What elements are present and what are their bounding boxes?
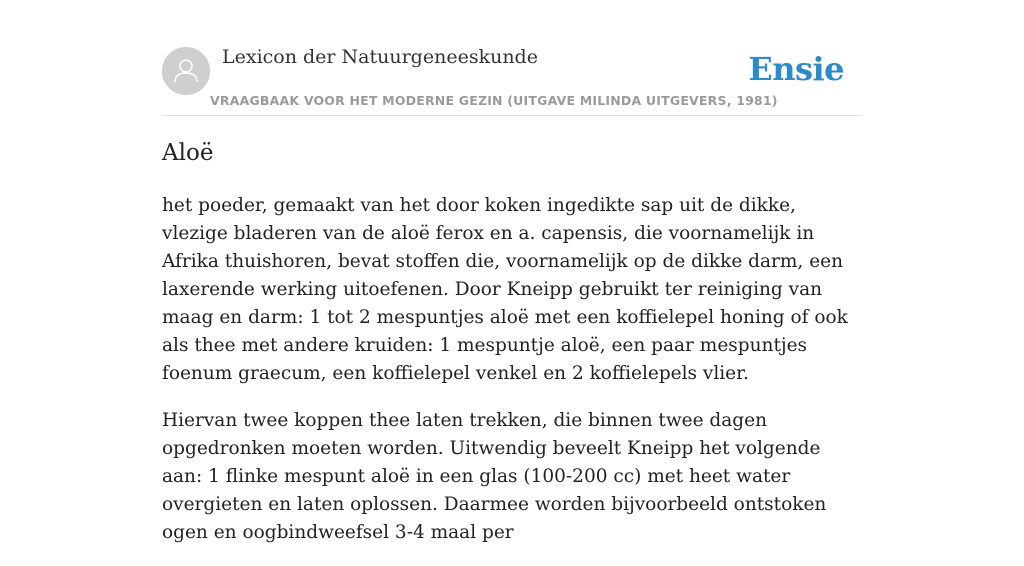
source-title-link[interactable]: Lexicon der Natuurgeneeskunde <box>222 46 538 68</box>
ensie-logo-link[interactable]: Ensie <box>748 50 844 88</box>
user-placeholder-icon[interactable] <box>162 47 210 95</box>
page-container <box>162 0 862 543</box>
entry-body <box>162 192 862 566</box>
entry-title: Aloë <box>162 140 214 166</box>
source-subtitle: VRAAGBAAK VOOR HET MODERNE GEZIN (UITGAVE MILINDA UITGEVERS, 1981) <box>210 93 778 108</box>
source-header <box>162 0 862 116</box>
entry-paragraph: Hiervan twee koppen thee laten trekken, die binnen twee dagen opgedronken moeten worden. Uitwendig beveelt Kneipp het volgende aan: 1 flinke mespunt aloë in een glas (100-200 cc) met heet water overgieten en laten oplossen. Daarmee worden bijvoorbeeld ontstoken ogen en oogbindweefsel 3-4 maal per <box>162 410 827 543</box>
entry-paragraph: het poeder, gemaakt van het door koken ingedikte sap uit de dikke, vlezige bladeren van de aloë ferox en a. capensis, die voornamelijk in Afrika thuishoren, bevat stoffen die, voornamelijk op de dikke darm, een laxerende werking uitoefenen. Door Kneipp gebruikt ter reiniging van maag en darm: 1 tot 2 mespuntjes aloë met een koffielepel honing of ook als thee met andere kruiden: 1 mespuntje aloë, een paar mespuntjes foenum graecum, een koffielepel venkel en 2 koffielepels vlier. <box>162 195 848 384</box>
